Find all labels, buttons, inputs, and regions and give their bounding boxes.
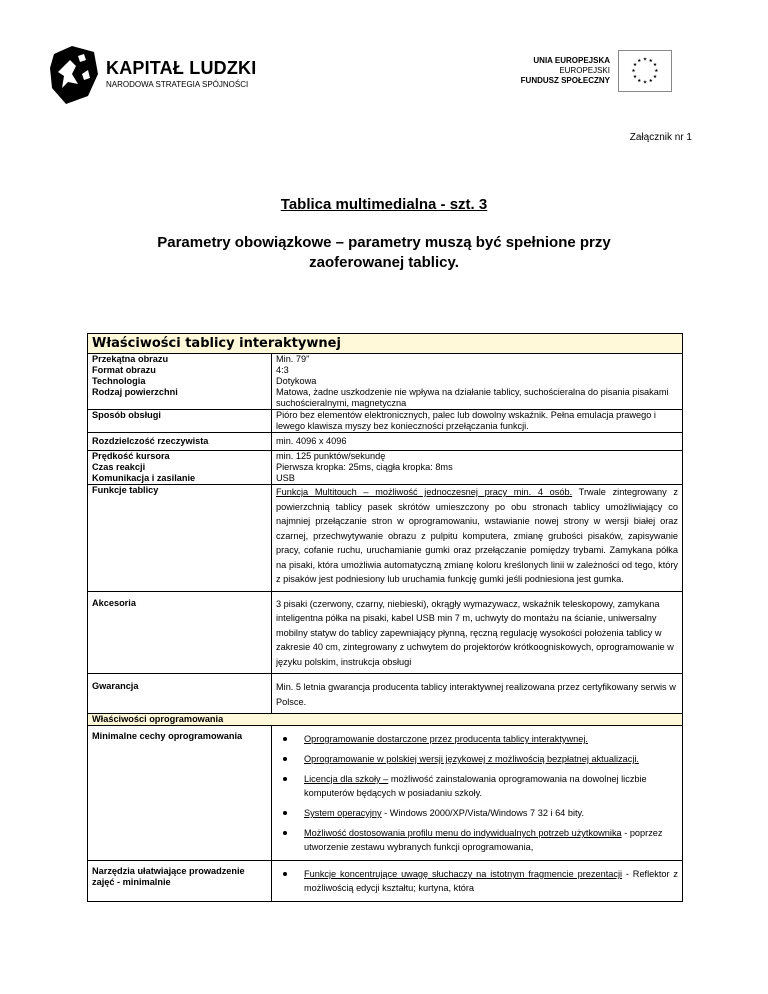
svg-text:★: ★	[648, 78, 653, 84]
label-teaching-tools: Narzędzia ułatwiające prowadzenie zajęć - minimalnie	[88, 861, 272, 902]
value-functions	[272, 485, 683, 592]
svg-text:★: ★	[652, 75, 658, 81]
value-diagonal: Min. 79”	[276, 354, 310, 364]
value-functions-multitouch: Funkcja Multitouch – możliwość jednoczesnej pracy min. 4 osób.	[276, 487, 573, 497]
software-section-heading: Właściwości oprogramowania	[88, 714, 683, 726]
svg-text:★: ★	[642, 57, 648, 63]
label-warranty: Gwarancja	[88, 674, 272, 714]
svg-text:★: ★	[652, 62, 658, 68]
list-item-underlined: Funkcje koncentrujące uwagę słuchaczy na istotnym fragmencie prezentacji	[304, 869, 623, 879]
svg-text:★: ★	[637, 58, 642, 64]
eu-line-1: UNIA EUROPEJSKA	[533, 56, 610, 65]
list-item-text: możliwość zainstalowania oprogramowania na dowolnej liczbie komputerów będących w posiadaniu szkoły.	[304, 774, 647, 798]
label-surface: Rodzaj powierzchni	[92, 387, 178, 397]
value-resolution: min. 4096 x 4096	[272, 433, 683, 451]
row-label-cell	[88, 354, 272, 410]
value-surface: Matowa, żadne uszkodzenie nie wpływa na działanie tablicy, suchościeralna do pisania pisakami suchościeralnymi, magnetyczna	[276, 387, 669, 408]
kapital-ludzki-emblem-icon	[48, 44, 100, 106]
eu-line-3: FUNDUSZ SPOŁECZNY	[520, 76, 610, 85]
value-functions-rest: Trwale zintegrowany z powierzchnią tablicy pasek skrótów umieszczony po obu stronach tablicy umożliwiający co najmniej przełączanie stron w oprogramowaniu, wstawianie nowej strony w wersji białej oraz czarnej, przechwytywanie obrazu z pulpitu komputera, zmianę grubości pisaków, zapisywanie pracy, cofanie ruchu, uruchamianie gumki oraz przełączanie pomiędzy trybami. Zamykana półka na pisaki, która umożliwia automatyczną zmianę koloru kreślonych linii w zależności od tego, który z pisaków jest podniesiony lub uruchamia funkcję gumki jeśli podniesiona jest gumka.	[276, 487, 679, 584]
value-teaching-tools	[272, 861, 683, 902]
eu-logo-text	[521, 56, 610, 86]
list-item-underlined: System operacyjny	[304, 808, 382, 818]
list-item	[276, 772, 678, 800]
list-item	[276, 806, 678, 820]
kl-logo-subtitle: NARODOWA STRATEGIA SPÓJNOŚCI	[106, 80, 249, 89]
table-row	[88, 485, 683, 592]
eu-line-2: EUROPEJSKI	[559, 66, 610, 75]
value-warranty: Min. 5 letnia gwarancja producenta tablicy interaktywnej realizowana przez certyfikowany serwis w Polsce.	[272, 674, 683, 714]
table-heading-row	[88, 334, 683, 354]
page-title: Tablica multimedialna - szt. 3	[280, 196, 488, 213]
value-software-features	[272, 726, 683, 861]
value-technology: Dotykowa	[276, 376, 317, 386]
row-label-cell	[88, 451, 272, 485]
label-resolution: Rozdzielczość rzeczywista	[88, 433, 272, 451]
label-diagonal: Przekątna obrazu	[92, 354, 169, 364]
annex-label: Załącznik nr 1	[629, 132, 692, 143]
bullet-icon	[283, 831, 287, 835]
label-functions: Funkcje tablicy	[88, 485, 272, 592]
svg-text:★: ★	[648, 58, 653, 64]
bullet-icon	[283, 811, 287, 815]
table-row	[88, 726, 683, 861]
list-item-text: - poprzez utworzenie zestawu wybranych funkcji oprogramowania,	[304, 828, 663, 852]
table-row	[88, 451, 683, 485]
table-row	[88, 354, 683, 410]
page-subtitle: Parametry obowiązkowe – parametry muszą być spełnione przy zaoferowanej tablicy.	[157, 234, 611, 271]
eu-logo	[500, 50, 680, 100]
label-cursor-speed: Prędkość kursora	[92, 451, 170, 461]
list-item-underlined: Licencja dla szkoły –	[304, 774, 389, 784]
teaching-tools-list	[276, 867, 678, 895]
list-item-text: - Windows 2000/XP/Vista/Windows 7 32 i 64 bity.	[381, 808, 585, 818]
svg-text:★: ★	[632, 75, 638, 81]
list-item-text: - Reflektor z możliwością edycji kształtu; kurtyna, która	[304, 869, 679, 893]
value-operation: Pióro bez elementów elektronicznych, palec lub dowolny wskaźnik. Pełna emulacja prawego i lewego klawisza myszy bez konieczności przełączania funkcji.	[272, 410, 683, 433]
table-heading: Właściwości tablicy interaktywnej	[88, 334, 683, 354]
bullet-icon	[283, 737, 287, 741]
row-value-cell	[272, 451, 683, 485]
list-item	[276, 867, 678, 895]
list-item-underlined: Oprogramowanie w polskiej wersji językowej z możliwością bezpłatnej aktualizacji.	[304, 754, 639, 764]
value-reaction-time: Pierwsza kropka: 25ms, ciągła kropka: 8ms	[276, 462, 453, 472]
label-reaction-time: Czas reakcji	[92, 462, 146, 472]
label-format: Format obrazu	[92, 365, 156, 375]
label-communication: Komunikacja i zasilanie	[92, 473, 196, 483]
list-item-underlined: Możliwość dostosowania profilu menu do indywidualnych potrzeb użytkownika	[304, 828, 622, 838]
table-row	[88, 674, 683, 714]
label-technology: Technologia	[92, 376, 146, 386]
value-cursor-speed: min. 125 punktów/sekundę	[276, 451, 386, 461]
svg-text:★: ★	[631, 68, 636, 74]
section-heading-row	[88, 714, 683, 726]
list-item-underlined: Oprogramowanie dostarczone przez producenta tablicy interaktywnej.	[304, 734, 588, 744]
table-row	[88, 861, 683, 902]
bullet-icon	[283, 777, 287, 781]
label-software-features: Minimalne cechy oprogramowania	[88, 726, 272, 861]
eu-flag-icon	[618, 50, 672, 92]
label-operation: Sposób obsługi	[88, 410, 272, 433]
svg-text:★: ★	[654, 68, 659, 74]
table-row	[88, 591, 683, 674]
svg-text:★: ★	[637, 78, 642, 84]
value-accessories: 3 pisaki (czerwony, czarny, niebieski), okrągły wymazywacz, wskaźnik teleskopowy, zamykana inteligentna półka na pisaki, kabel USB min 7 m, uchwyty do montażu na ścianie, uniwersalny mobilny statyw do tablicy zapewniający płynną, ręczną regulację wysokości położenia tablicy w zakresie 40 cm, zintegrowany z uchwytem do projektorów krótkoogniskowych, oprogramowanie w języku polskim, instrukcja obsługi	[272, 591, 683, 674]
table-row	[88, 410, 683, 433]
label-accessories: Akcesoria	[88, 591, 272, 674]
svg-text:★: ★	[642, 80, 648, 86]
list-item	[276, 826, 678, 854]
bullet-icon	[283, 757, 287, 761]
row-value-cell	[272, 354, 683, 410]
value-communication: USB	[276, 473, 295, 483]
bullet-icon	[283, 872, 287, 876]
spec-table	[87, 333, 683, 902]
list-item	[276, 732, 678, 746]
list-item	[276, 752, 678, 766]
kapital-ludzki-logo	[48, 44, 268, 106]
kl-logo-title: KAPITAŁ LUDZKI	[106, 58, 257, 78]
software-feature-list	[276, 732, 678, 854]
svg-text:★: ★	[632, 62, 638, 68]
table-row	[88, 433, 683, 451]
value-format: 4:3	[276, 365, 289, 375]
